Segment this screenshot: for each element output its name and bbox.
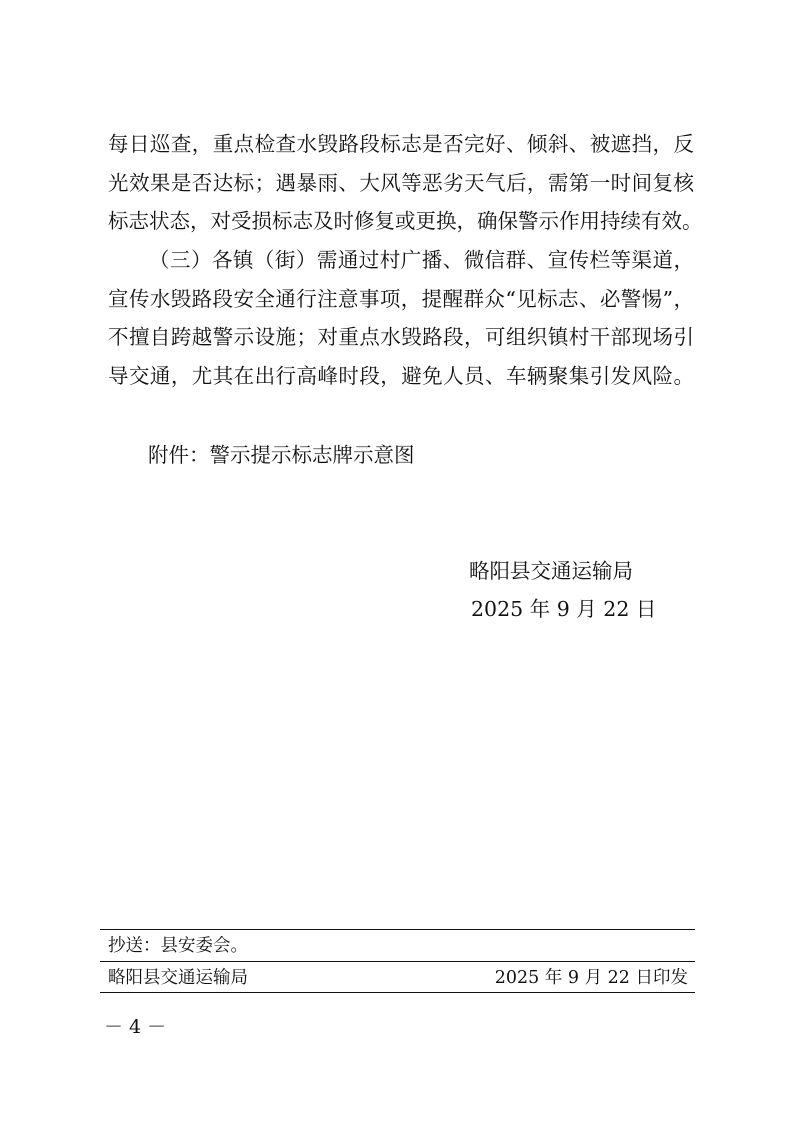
footer-issue-date: 2025 年 9 月 22 日印发 [494, 968, 688, 988]
footer-issuer: 略阳县交通运输局 [108, 968, 248, 988]
paragraph-2-line-1: （三）各镇（街）需通过村广播、微信群、宣传栏等渠道， [149, 248, 694, 272]
signature-organization: 略阳县交通运输局 [469, 559, 633, 583]
paragraph-2-line-3: 不擅自跨越警示设施；对重点水毁路段，可组织镇村干部现场引 [108, 325, 694, 349]
paragraph-2-line-2: 宣传水毁路段安全通行注意事项，提醒群众“见标志、必警惕”， [108, 286, 694, 311]
paragraph-1 [108, 125, 703, 241]
paragraph-2-line-4: 导交通，尤其在出行高峰时段，避免人员、车辆聚集引发风险。 [108, 363, 694, 388]
paragraph-2 [108, 241, 694, 395]
paragraph-1-line-1: 每日巡查，重点检查水毁路段标志是否完好、倾斜、被遮挡，反 [108, 132, 694, 156]
footer-cc: 抄送：县安委会。 [108, 936, 248, 956]
footer-cc-row [108, 933, 688, 959]
paragraph-1-line-3: 标志状态，对受损标志及时修复或更换，确保警示作用持续有效。 [108, 209, 703, 233]
page-number: － 4 － [104, 1016, 167, 1038]
signature-date: 2025 年 9 月 22 日 [471, 597, 657, 621]
footer-issuer-row [108, 965, 688, 991]
footer-top-rule [100, 929, 695, 930]
footer-middle-rule [100, 961, 695, 962]
attachment-note: 附件：警示提示标志牌示意图 [148, 443, 415, 467]
paragraph-1-line-2: 光效果是否达标；遇暴雨、大风等恶劣天气后，需第一时间复核 [108, 170, 694, 195]
footer-bottom-rule [100, 992, 695, 993]
